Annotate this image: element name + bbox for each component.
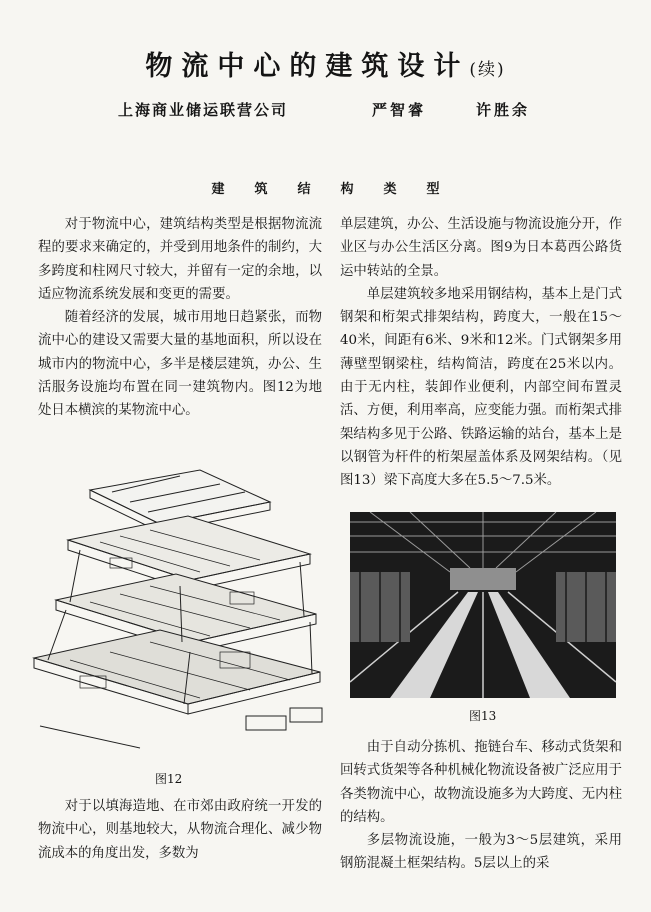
paragraph: 单层建筑，办公、生活设施与物流设施分开，作业区与办公生活区分离。图9为日本葛西公路货运中转站的全景。	[340, 217, 622, 279]
figure-13-warehouse-photo	[350, 512, 616, 698]
paragraph: 由于自动分拣机、拖链台车、移动式货架和回转式货架等各种机械化物流设备被广泛应用于各类物流中心，故物流设施多为大跨度、无内柱的结构。	[340, 740, 622, 825]
title-main: 物流中心的建筑设计	[145, 51, 470, 82]
author-name-2: 许胜余	[476, 101, 531, 119]
left-column-top	[38, 213, 322, 423]
figure-12-caption: 图12	[155, 772, 183, 786]
paragraph: 随着经济的发展，城市用地日趋紧张，而物流中心的建设又需要大量的基地面积，所以设在城市内的物流中心，多半是楼层建筑，办公、生活服务设施均布置在同一建筑物内。图12为地处日本横滨的某物流中心。	[38, 310, 322, 419]
author-organization: 上海商业储运联营公司	[118, 101, 289, 119]
paragraph: 多层物流设施，一般为3～5层建筑，采用钢筋混凝土框架结构。5层以上的采	[340, 833, 622, 872]
paragraph: 单层建筑较多地采用钢结构，基本上是门式钢架和桁架式排架结构，跨度大，一般在15～40米，间距有6米、9米和12米。门式钢架多用薄壁型钢梁柱，结构简洁，跨度在25米以内。由于无内柱，装卸作业便利，内部空间布置灵活、方便，利用率高，应变能力强。而桁架式排架结构多见于公路、铁路运输的站台，基本上是以钢管为杆件的桁架屋盖体系及网架结构。（见图13）梁下高度大多在5.5～7.5米。	[340, 286, 622, 489]
section-heading: 建筑结构类型	[211, 182, 470, 197]
right-column-bottom	[340, 736, 622, 876]
article-title	[0, 44, 651, 83]
paragraph: 对于以填海造地、在市郊由政府统一开发的物流中心，则基地较大，从物流合理化、减少物流成本的角度出发，多数为	[38, 799, 322, 861]
author-name-1: 严智睿	[372, 101, 427, 119]
title-suffix: (续)	[469, 60, 506, 80]
right-column-top	[340, 213, 622, 493]
left-column-bottom	[38, 795, 322, 865]
figure-12-isometric-drawing	[20, 462, 332, 754]
figure-13-caption: 图13	[469, 709, 497, 723]
paragraph: 对于物流中心，建筑结构类型是根据物流流程的要求来确定的，并受到用地条件的制约，大多跨度和柱网尺寸较大，并留有一定的余地，以适应物流系统发展和变更的需要。	[38, 217, 322, 302]
